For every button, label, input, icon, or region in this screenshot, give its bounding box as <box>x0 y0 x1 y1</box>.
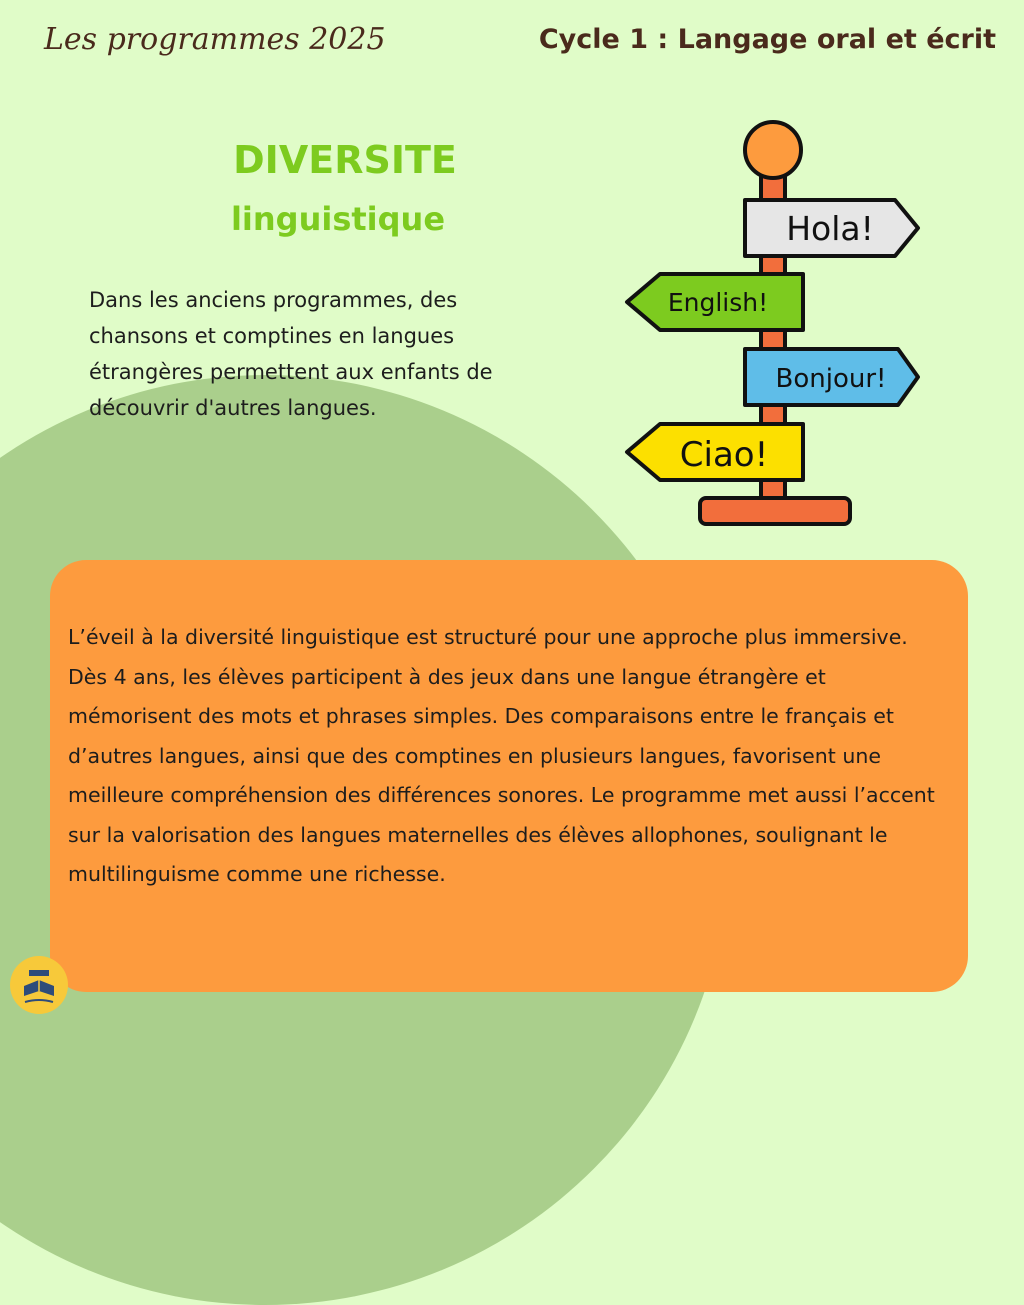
series-title: Les programmes 2025 <box>44 22 386 57</box>
signpost-illustration <box>620 120 930 540</box>
owl-book-logo-icon <box>10 956 68 1014</box>
sign-bonjour <box>745 349 918 405</box>
page-title-line1: DIVERSITE <box>233 138 457 182</box>
signpost-base <box>700 498 850 524</box>
intro-paragraph: Dans les anciens programmes, des chansons et comptines en langues étrangères permettent aux enfants de découvrir d'autres langues. <box>89 288 493 420</box>
page-title-line2: linguistique <box>230 200 446 238</box>
sign-hola <box>745 200 918 256</box>
sign-bonjour-label: Bonjour! <box>775 364 887 394</box>
cycle-title: Cycle 1 : Langage oral et écrit <box>538 24 996 55</box>
signpost-ball <box>745 122 801 178</box>
sign-ciao <box>627 424 803 480</box>
sign-english-label: English! <box>667 288 769 317</box>
sign-hola-label: Hola! <box>786 209 874 248</box>
info-card-text: L’éveil à la diversité linguistique est structuré pour une approche plus immersive. Dès 4 ans, les élèves participent à des jeux dans une langue étrangère et mémorisent des mots et phrases simples. Des comparaisons entre le français et d’autres langues, ainsi que des comptines en plusieurs langues, favorisent une meilleure compréhension des différences sonores. Le programme met aussi l’accent sur la valorisation des langues maternelles des élèves allophones, soulignant le multilinguisme comme une richesse. <box>68 625 935 886</box>
sign-english <box>627 274 803 330</box>
sign-ciao-label: Ciao! <box>679 435 769 475</box>
